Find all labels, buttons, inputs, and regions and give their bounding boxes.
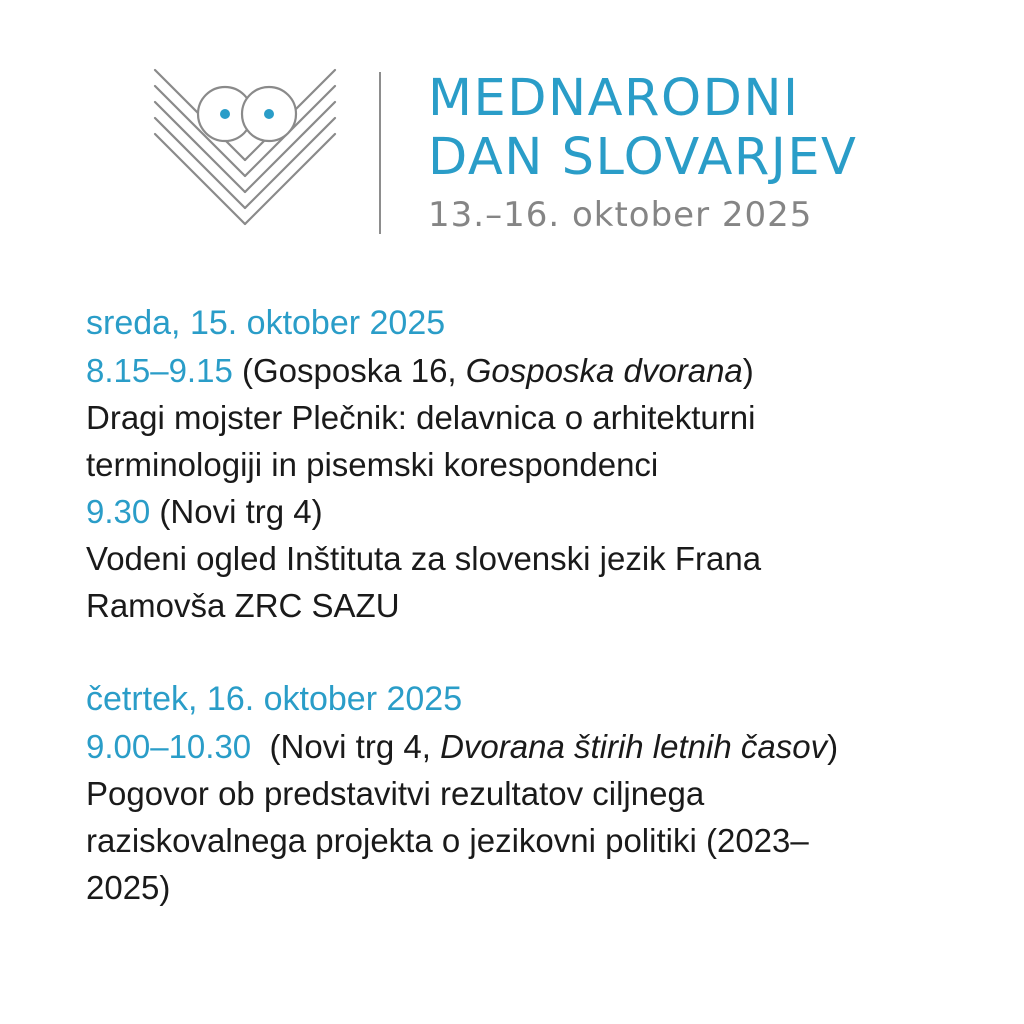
event-time: 8.15–9.15 [86,352,233,389]
day-heading: četrtek, 16. oktober 2025 [86,680,463,718]
event-time: 9.30 [86,493,151,530]
title-line-1: MEDNARODNI [428,69,800,128]
day-heading: sreda, 15. oktober 2025 [86,304,446,342]
event-time: 9.00–10.30 [86,728,252,765]
event-description: Vodeni ogled Inštituta za slovenski jezik Frana [86,540,762,577]
event-description: raziskovalnega projekta o jezikovni politiki (2023– [86,822,809,859]
header-divider [379,72,381,234]
event-header [86,488,986,535]
event-location: (Novi trg 4, Dvorana štirih letnih časov) [251,728,839,765]
event-location: (Gosposka 16, Gosposka dvorana) [232,352,754,389]
event-description: terminologiji in pisemski korespondenci [86,446,659,483]
event-description: Ramovša ZRC SAZU [86,587,400,624]
event-description: 2025) [86,869,171,906]
event-description: Dragi mojster Plečnik: delavnica o arhitekturni [86,399,756,436]
event-header [86,723,986,770]
spacer [86,629,986,676]
title-line-2: DAN SLOVARJEV [428,128,858,187]
program [86,300,986,911]
event-description: Pogovor ob predstavitvi rezultatov ciljnega [86,775,705,812]
owl-book-icon [150,64,340,236]
event-dates: 13.–16. oktober 2025 [428,195,813,235]
event-location: (Novi trg 4) [150,493,323,530]
event-header [86,347,986,394]
header [0,0,1024,260]
